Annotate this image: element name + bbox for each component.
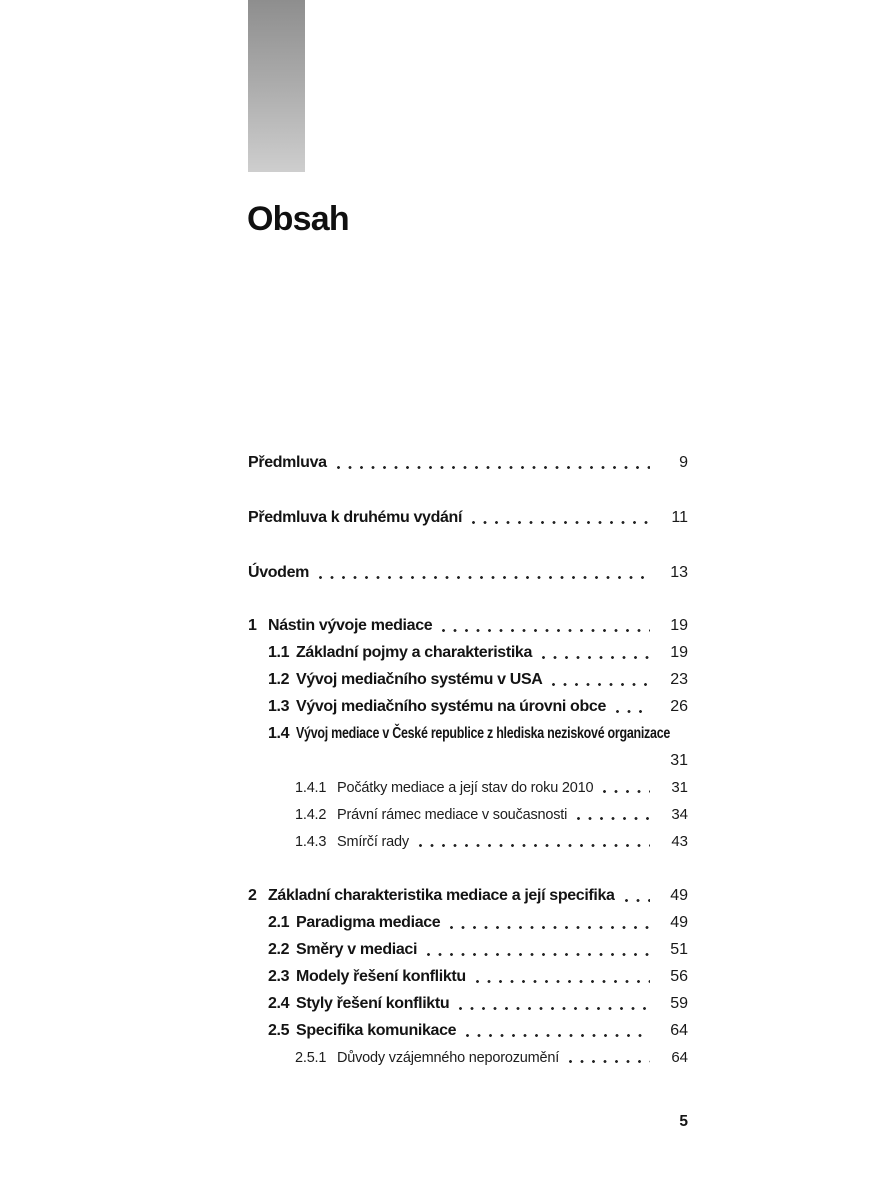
toc-entry-number: 1.2	[268, 670, 290, 688]
toc-list	[248, 449, 688, 1071]
toc-entry-label: Specifika komunikace	[296, 1021, 457, 1039]
toc-entry	[248, 720, 688, 774]
dot-leader	[577, 817, 650, 820]
toc-entry	[248, 449, 688, 476]
toc-entry	[248, 990, 688, 1017]
toc-entry-page: 9	[679, 453, 688, 471]
toc-entry-label: Vývoj mediačního systému na úrovni obce	[296, 697, 606, 715]
toc-entry	[248, 774, 688, 801]
toc-entry-page: 19	[670, 616, 688, 634]
toc-entry-label: Předmluva k druhému vydání	[248, 508, 463, 526]
toc-entry-number: 2.4	[268, 994, 290, 1012]
toc-entry	[248, 936, 688, 963]
toc-entry-label: Nástin vývoje mediace	[268, 616, 433, 634]
toc-entry-number: 1	[248, 616, 257, 634]
toc-entry-number: 2.5.1	[295, 1049, 327, 1066]
page-title: Obsah	[247, 200, 349, 238]
dot-leader	[616, 710, 650, 713]
toc-entry-number: 1.3	[268, 697, 290, 715]
dot-leader	[450, 926, 650, 929]
dot-leader	[476, 980, 650, 983]
dot-leader	[625, 899, 650, 902]
dot-leader	[459, 1007, 650, 1010]
toc-entry-number: 2	[248, 886, 257, 904]
toc-entry	[248, 801, 688, 828]
toc-entry	[248, 1044, 688, 1071]
toc-entry-page: 34	[671, 806, 688, 823]
toc-entry-page: 64	[671, 1049, 688, 1066]
toc-entry-number: 1.4.1	[295, 779, 327, 796]
toc-entry	[248, 909, 688, 936]
dot-leader	[472, 521, 650, 524]
toc-entry-page: 51	[670, 940, 688, 958]
toc-entry-number: 1.4.2	[295, 806, 327, 823]
toc-entry-page: 31	[671, 779, 688, 796]
toc-entry	[248, 612, 688, 639]
toc-entry-page: 56	[670, 967, 688, 985]
toc-entry	[248, 693, 688, 720]
toc-entry-page: 49	[670, 886, 688, 904]
toc-entry-number: 2.1	[268, 913, 290, 931]
toc-entry-label: Smírčí rady	[337, 833, 409, 850]
toc-entry-label: Modely řešení konfliktu	[296, 967, 466, 985]
toc-entry-label: Vývoj mediace v České republice z hlediska neziskové organizace	[296, 724, 671, 742]
toc-entry	[248, 1017, 688, 1044]
toc-entry-label: Předmluva	[248, 453, 327, 471]
toc-entry-number: 2.5	[268, 1021, 290, 1039]
dot-leader	[427, 953, 650, 956]
toc-entry-label: Vývoj mediačního systému v USA	[296, 670, 543, 688]
dot-leader	[466, 1034, 650, 1037]
toc-entry-page: 64	[670, 1021, 688, 1039]
dot-leader	[603, 790, 650, 793]
toc-entry-label: Právní rámec mediace v současnosti	[337, 806, 568, 823]
toc-entry-page: 49	[670, 913, 688, 931]
toc-entry-page: 43	[671, 833, 688, 850]
toc-entry	[248, 559, 688, 586]
toc-entry	[248, 639, 688, 666]
toc-entry-label: Počátky mediace a její stav do roku 2010	[337, 779, 594, 796]
toc-entry	[248, 882, 688, 909]
toc-entry	[248, 504, 688, 531]
dot-leader	[419, 844, 650, 847]
toc-entry-label: Důvody vzájemného neporozumění	[337, 1049, 560, 1066]
toc-entry	[248, 963, 688, 990]
toc-entry-label: Styly řešení konfliktu	[296, 994, 450, 1012]
dot-leader	[442, 629, 650, 632]
toc-entry-number: 2.3	[268, 967, 290, 985]
toc-entry-page: 59	[670, 994, 688, 1012]
toc-entry-number: 1.4.3	[295, 833, 327, 850]
toc-entry-number: 1.4	[268, 724, 290, 742]
toc-entry-label: Základní charakteristika mediace a její specifika	[268, 886, 615, 904]
toc-entry-label: Základní pojmy a charakteristika	[296, 643, 533, 661]
toc-entry-page: 26	[670, 697, 688, 715]
toc-entry-page: 11	[671, 508, 688, 526]
toc-entry-page: 13	[670, 563, 688, 581]
toc-entry-page: 31	[670, 751, 688, 769]
toc-entry	[248, 828, 688, 855]
toc-entry-label: Směry v mediaci	[296, 940, 418, 958]
dot-leader	[337, 466, 650, 469]
dot-leader	[552, 683, 650, 686]
toc-entry-label: Úvodem	[248, 563, 310, 581]
page-number-footer: 5	[679, 1113, 688, 1130]
toc-entry-page: 19	[670, 643, 688, 661]
toc-entry-number: 1.1	[268, 643, 290, 661]
toc-entry-text-line	[268, 720, 688, 747]
dot-leader	[542, 656, 650, 659]
toc-entry-number: 2.2	[268, 940, 290, 958]
toc-entry	[248, 666, 688, 693]
toc-entry-page-line	[268, 747, 688, 774]
header-gradient-bar	[248, 0, 305, 172]
dot-leader	[569, 1060, 650, 1063]
toc-entry-label: Paradigma mediace	[296, 913, 441, 931]
toc-entry-page: 23	[670, 670, 688, 688]
dot-leader	[319, 576, 650, 579]
